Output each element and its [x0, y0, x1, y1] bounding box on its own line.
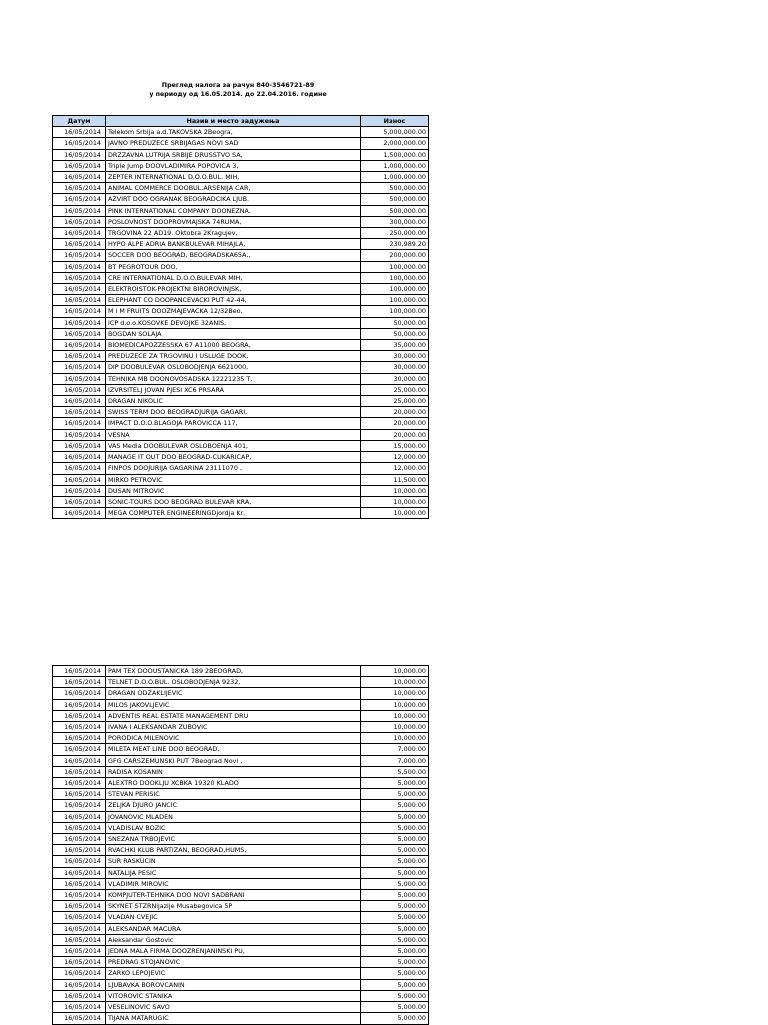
row-payee: Telekom Srbija a.d.TAKOVSKA 2Beogra, [106, 127, 361, 138]
row-amount: 500,000.00 [361, 205, 429, 216]
row-payee: TEHNIKA MB DOONOVOSADSKA 12221235 T, [106, 373, 361, 384]
row-payee: MILETA MEAT LINE DOO BEOGRAD, [106, 744, 361, 755]
table-row [53, 789, 429, 800]
row-amount: 5,000.00 [361, 1002, 429, 1013]
row-payee: RVACHKI KLUB PARTIZAN, BEOGRAD,HUMS, [106, 845, 361, 856]
table-row [53, 228, 429, 239]
row-date: 16/05/2014 [53, 373, 106, 384]
row-date: 16/05/2014 [53, 878, 106, 889]
transactions-table-page2 [52, 665, 429, 1025]
row-date: 16/05/2014 [53, 811, 106, 822]
row-date: 16/05/2014 [53, 149, 106, 160]
row-payee: FINPOS DOOJURIJA GAGARINA 23111070 , [106, 463, 361, 474]
table-row [53, 912, 429, 923]
row-date: 16/05/2014 [53, 194, 106, 205]
row-date: 16/05/2014 [53, 496, 106, 507]
table-row [53, 666, 429, 677]
row-amount: 10,000.00 [361, 677, 429, 688]
row-amount: 5,000.00 [361, 822, 429, 833]
table-header-row [53, 116, 429, 127]
row-payee: DRAGAN ODZAKLIJEVIC [106, 688, 361, 699]
table-row [53, 306, 429, 317]
table-row [53, 778, 429, 789]
row-payee: GFG CARSZEMUNSKI PUT 7Beograd Novi , [106, 755, 361, 766]
row-payee: VESNA [106, 429, 361, 440]
row-amount: 2,000,000.00 [361, 138, 429, 149]
row-date: 16/05/2014 [53, 272, 106, 283]
row-payee: SOCCER DOO BEOGRAD, BEOGRADSKA65A,, [106, 250, 361, 261]
row-amount: 30,000.00 [361, 362, 429, 373]
table-row [53, 272, 429, 283]
row-payee: Aleksandar Gostovic [106, 934, 361, 945]
row-payee: PAM TEX DOOUSTANICKA 189 2BEOGRAD, [106, 666, 361, 677]
row-date: 16/05/2014 [53, 250, 106, 261]
row-amount: 11,500.00 [361, 474, 429, 485]
row-payee: TRGOVINA 22 AD19. Oktobra 2Kragujev, [106, 228, 361, 239]
row-date: 16/05/2014 [53, 822, 106, 833]
row-payee: MANAGE IT OUT DOO BEOGRAD-CUKARICAP, [106, 452, 361, 463]
row-date: 16/05/2014 [53, 463, 106, 474]
row-date: 16/05/2014 [53, 407, 106, 418]
table-row [53, 957, 429, 968]
row-amount: 10,000.00 [361, 508, 429, 519]
row-payee: DUSAN MITROVIC [106, 485, 361, 496]
table-row [53, 990, 429, 1001]
row-payee: SUR RASKUCIN [106, 856, 361, 867]
row-date: 16/05/2014 [53, 160, 106, 171]
row-payee: MIRKO PETROVIC [106, 474, 361, 485]
row-amount: 100,000.00 [361, 284, 429, 295]
column-header-name: Назив и место задужења [106, 116, 361, 127]
table-row [53, 127, 429, 138]
row-amount: 100,000.00 [361, 272, 429, 283]
row-payee: DRZZAVNA LUTRIJA SRBIJE DRUSSTVO SA, [106, 149, 361, 160]
row-payee: PORODICA MILENOVIC [106, 733, 361, 744]
row-date: 16/05/2014 [53, 666, 106, 677]
row-payee: SONIC-TOURS DOO BEOGRAD BULEVAR KRA, [106, 496, 361, 507]
row-date: 16/05/2014 [53, 351, 106, 362]
row-amount: 10,000.00 [361, 485, 429, 496]
row-amount: 5,000.00 [361, 845, 429, 856]
row-amount: 5,000.00 [361, 979, 429, 990]
row-date: 16/05/2014 [53, 228, 106, 239]
row-payee: RADISA KOSANIN [106, 766, 361, 777]
row-payee: ZELJKA DJURO JANCIC [106, 800, 361, 811]
table-row [53, 295, 429, 306]
table-row [53, 979, 429, 990]
row-date: 16/05/2014 [53, 778, 106, 789]
row-amount: 100,000.00 [361, 261, 429, 272]
table-row [53, 362, 429, 373]
row-date: 16/05/2014 [53, 912, 106, 923]
table-row [53, 946, 429, 957]
row-date: 16/05/2014 [53, 396, 106, 407]
row-date: 16/05/2014 [53, 1002, 106, 1013]
row-payee: SKYNET STZRNijazije Musabegovica 5P [106, 901, 361, 912]
row-amount: 5,000.00 [361, 878, 429, 889]
row-date: 16/05/2014 [53, 744, 106, 755]
row-payee: HYPO ALPE ADRIA BANKBULEVAR MIHAJLA, [106, 239, 361, 250]
row-amount: 5,000.00 [361, 867, 429, 878]
row-payee: SNEZANA TRBOJEVIC [106, 834, 361, 845]
table-row [53, 239, 429, 250]
row-amount: 25,000.00 [361, 384, 429, 395]
row-date: 16/05/2014 [53, 384, 106, 395]
table-row [53, 216, 429, 227]
table-row [53, 160, 429, 171]
row-amount: 5,000.00 [361, 957, 429, 968]
row-date: 16/05/2014 [53, 429, 106, 440]
row-payee: JAVNO PREDUZECE SRBIJAGAS NOVI SAD [106, 138, 361, 149]
row-payee: IMPACT D.O.O.BLAGOJA PAROVICCA 117, [106, 418, 361, 429]
table-row [53, 845, 429, 856]
row-amount: 500,000.00 [361, 183, 429, 194]
row-amount: 1,000,000.00 [361, 160, 429, 171]
row-date: 16/05/2014 [53, 306, 106, 317]
table-row [53, 733, 429, 744]
row-amount: 5,000.00 [361, 834, 429, 845]
row-payee: ICP d.o.o.KOSOVKE DEVOJKE 32ANIS, [106, 317, 361, 328]
row-amount: 15,000.00 [361, 440, 429, 451]
row-date: 16/05/2014 [53, 946, 106, 957]
column-header-amount: Износ [361, 116, 429, 127]
table-row [53, 452, 429, 463]
row-payee: KOMPJUTER-TEHNIKA DOO NOVI SADBRANI [106, 890, 361, 901]
row-payee: TELNET D.O.O.BUL. OSLOBODJENJA 9232, [106, 677, 361, 688]
table-row [53, 205, 429, 216]
table-row [53, 474, 429, 485]
table-row [53, 172, 429, 183]
row-amount: 5,500.00 [361, 766, 429, 777]
table-row [53, 396, 429, 407]
row-payee: VESELINOVIC SAVO [106, 1002, 361, 1013]
row-amount: 5,000.00 [361, 890, 429, 901]
row-payee: ZEPTER INTERNATIONAL D.O.O.BUL. MIH, [106, 172, 361, 183]
row-payee: VITOROVIC STANIKA [106, 990, 361, 1001]
row-payee: M i M FRUITS DOOZMAJEVACKA 12/32Beo, [106, 306, 361, 317]
table-row [53, 800, 429, 811]
table-row [53, 867, 429, 878]
table-row [53, 373, 429, 384]
row-amount: 5,000,000.00 [361, 127, 429, 138]
row-payee: ELEKTROISTOK-PROJEKTNI BIROROVINJSK, [106, 284, 361, 295]
row-payee: TIJANA MATARUGIC [106, 1013, 361, 1024]
table-row [53, 138, 429, 149]
table-row [53, 878, 429, 889]
row-payee: NATALIJA PESIC [106, 867, 361, 878]
row-payee: MEGA COMPUTER ENGINEERINGDjordja Kr, [106, 508, 361, 519]
row-date: 16/05/2014 [53, 923, 106, 934]
table-row [53, 856, 429, 867]
row-date: 16/05/2014 [53, 710, 106, 721]
row-payee: DRAGAN NIKOLIC [106, 396, 361, 407]
row-date: 16/05/2014 [53, 474, 106, 485]
table-row [53, 1013, 429, 1024]
row-payee: BIOMEDICAPOZZESSKA 67 A11000 BEOGRA, [106, 340, 361, 351]
table-row [53, 766, 429, 777]
row-date: 16/05/2014 [53, 1013, 106, 1024]
row-amount: 12,000.00 [361, 452, 429, 463]
row-amount: 20,000.00 [361, 407, 429, 418]
row-date: 16/05/2014 [53, 901, 106, 912]
row-amount: 20,000.00 [361, 429, 429, 440]
row-payee: IZVRSITELJ JOVAN PJESI XC6 PRSARA [106, 384, 361, 395]
table-row [53, 194, 429, 205]
row-amount: 5,000.00 [361, 1013, 429, 1024]
row-amount: 25,000.00 [361, 396, 429, 407]
row-amount: 200,000.00 [361, 250, 429, 261]
row-amount: 230,989.20 [361, 239, 429, 250]
row-amount: 1,000,000.00 [361, 172, 429, 183]
row-amount: 5,000.00 [361, 800, 429, 811]
table-row [53, 923, 429, 934]
row-date: 16/05/2014 [53, 340, 106, 351]
row-amount: 100,000.00 [361, 295, 429, 306]
row-date: 16/05/2014 [53, 508, 106, 519]
row-date: 16/05/2014 [53, 328, 106, 339]
row-date: 16/05/2014 [53, 183, 106, 194]
table-row [53, 418, 429, 429]
row-payee: MILOS JAKOVLJEVIC [106, 699, 361, 710]
row-amount: 50,000.00 [361, 317, 429, 328]
row-date: 16/05/2014 [53, 957, 106, 968]
row-date: 16/05/2014 [53, 172, 106, 183]
row-amount: 5,000.00 [361, 912, 429, 923]
row-date: 16/05/2014 [53, 890, 106, 901]
table-row [53, 183, 429, 194]
row-date: 16/05/2014 [53, 789, 106, 800]
table-row [53, 485, 429, 496]
row-date: 16/05/2014 [53, 677, 106, 688]
table-row [53, 1002, 429, 1013]
row-date: 16/05/2014 [53, 934, 106, 945]
row-payee: ANIMAL COMMERCE DOOBUL.ARSENIJA CAR, [106, 183, 361, 194]
table-row [53, 722, 429, 733]
row-amount: 5,000.00 [361, 789, 429, 800]
row-amount: 30,000.00 [361, 373, 429, 384]
row-date: 16/05/2014 [53, 856, 106, 867]
row-date: 16/05/2014 [53, 452, 106, 463]
row-amount: 5,000.00 [361, 946, 429, 957]
row-payee: ALEXTRO DOOKLJU XCBKA 19320 KLADO [106, 778, 361, 789]
row-amount: 250,000.00 [361, 228, 429, 239]
row-date: 16/05/2014 [53, 800, 106, 811]
row-payee: AZVIRT DOO OGRANAK BEOGRADCIKA LJUB. [106, 194, 361, 205]
row-date: 16/05/2014 [53, 295, 106, 306]
table-row [53, 384, 429, 395]
row-date: 16/05/2014 [53, 755, 106, 766]
table-row [53, 834, 429, 845]
row-date: 16/05/2014 [53, 733, 106, 744]
row-date: 16/05/2014 [53, 979, 106, 990]
table-row [53, 890, 429, 901]
row-amount: 300,000.00 [361, 216, 429, 227]
row-date: 16/05/2014 [53, 261, 106, 272]
row-amount: 1,500,000.00 [361, 149, 429, 160]
row-amount: 10,000.00 [361, 710, 429, 721]
row-payee: SWISS TERM DOO BEOGRADJURIJA GAGARI, [106, 407, 361, 418]
row-amount: 10,000.00 [361, 699, 429, 710]
row-payee: Triple Jump DOOVLADIMIRA POPOVICA 3, [106, 160, 361, 171]
table-row [53, 710, 429, 721]
row-date: 16/05/2014 [53, 699, 106, 710]
row-payee: VLADISLAV BOZIC [106, 822, 361, 833]
table-row [53, 429, 429, 440]
row-amount: 12,000.00 [361, 463, 429, 474]
row-payee: VLADAN CVEJIC [106, 912, 361, 923]
table-row [53, 744, 429, 755]
row-payee: STEVAN PERISIC [106, 789, 361, 800]
row-amount: 5,000.00 [361, 901, 429, 912]
row-date: 16/05/2014 [53, 722, 106, 733]
row-payee: POSLOVNOST DOOPROVMAJSKA 74RUMA, [106, 216, 361, 227]
row-payee: BT PEGROTOUR DOO, [106, 261, 361, 272]
row-payee: CRE INTERNATIONAL D.O.O.BULEVAR MIH, [106, 272, 361, 283]
table-row [53, 149, 429, 160]
row-payee: PREDRAG STOJANOVIC [106, 957, 361, 968]
row-amount: 7,000.00 [361, 755, 429, 766]
row-date: 16/05/2014 [53, 485, 106, 496]
row-date: 16/05/2014 [53, 418, 106, 429]
row-amount: 5,000.00 [361, 968, 429, 979]
row-amount: 500,000.00 [361, 194, 429, 205]
table-row [53, 508, 429, 519]
row-amount: 10,000.00 [361, 496, 429, 507]
row-payee: BOGDAN SOLAJA [106, 328, 361, 339]
row-date: 16/05/2014 [53, 867, 106, 878]
row-payee: VLADIMIR MIROVIC [106, 878, 361, 889]
row-date: 16/05/2014 [53, 766, 106, 777]
table-row [53, 699, 429, 710]
row-amount: 5,000.00 [361, 811, 429, 822]
row-date: 16/05/2014 [53, 845, 106, 856]
row-payee: ALEKSANDAR MACURA [106, 923, 361, 934]
row-amount: 10,000.00 [361, 666, 429, 677]
row-payee: PREDUZECE ZA TRGOVINU I USLUGE DOOK, [106, 351, 361, 362]
row-date: 16/05/2014 [53, 968, 106, 979]
row-payee: PINK INTERNATIONAL COMPANY DOONEZNA, [106, 205, 361, 216]
column-header-date: Датум [53, 116, 106, 127]
row-amount: 10,000.00 [361, 722, 429, 733]
row-date: 16/05/2014 [53, 362, 106, 373]
row-payee: JEDNA MALA FIRMA DOOZRENJANINSKI PU, [106, 946, 361, 957]
table-row [53, 688, 429, 699]
table-row [53, 901, 429, 912]
row-payee: DIP DOOBULEVAR OSLOBODJENJA 6621000, [106, 362, 361, 373]
table-row [53, 407, 429, 418]
row-payee: JOVANOVIC MLADEN [106, 811, 361, 822]
row-payee: LJUBAVKA BOROVCANIN [106, 979, 361, 990]
table-row [53, 250, 429, 261]
row-amount: 5,000.00 [361, 778, 429, 789]
table-row [53, 328, 429, 339]
table-row [53, 677, 429, 688]
transactions-table-page1 [52, 115, 429, 519]
row-date: 16/05/2014 [53, 990, 106, 1001]
row-payee: ELEPHANT CO DOOPANCEVACKI PUT 42-44, [106, 295, 361, 306]
row-date: 16/05/2014 [53, 239, 106, 250]
row-amount: 10,000.00 [361, 688, 429, 699]
row-date: 16/05/2014 [53, 834, 106, 845]
row-payee: IVANA I ALEKSANDAR ZUBOVIC [106, 722, 361, 733]
row-date: 16/05/2014 [53, 127, 106, 138]
table-row [53, 351, 429, 362]
table-row [53, 755, 429, 766]
table-row [53, 811, 429, 822]
row-amount: 50,000.00 [361, 328, 429, 339]
table-row [53, 284, 429, 295]
row-amount: 5,000.00 [361, 856, 429, 867]
table-row [53, 463, 429, 474]
row-amount: 30,000.00 [361, 351, 429, 362]
row-amount: 5,000.00 [361, 923, 429, 934]
row-date: 16/05/2014 [53, 688, 106, 699]
report-period: у периоду од 16.05.2014. до 22.04.2016. године [149, 91, 327, 98]
table-row [53, 317, 429, 328]
table-row [53, 822, 429, 833]
report-title: Преглед налога за рачун 840-3546721-89 [161, 82, 315, 89]
row-amount: 7,000.00 [361, 744, 429, 755]
table-row [53, 261, 429, 272]
row-date: 16/05/2014 [53, 138, 106, 149]
row-payee: ADVENTIS REAL ESTATE MANAGEMENT DRU [106, 710, 361, 721]
row-date: 16/05/2014 [53, 205, 106, 216]
table-row [53, 968, 429, 979]
row-payee: ZARKO LEPOJEVIC [106, 968, 361, 979]
row-amount: 35,000.00 [361, 340, 429, 351]
row-date: 16/05/2014 [53, 440, 106, 451]
row-amount: 20,000.00 [361, 418, 429, 429]
table-row [53, 440, 429, 451]
row-date: 16/05/2014 [53, 216, 106, 227]
row-date: 16/05/2014 [53, 284, 106, 295]
row-date: 16/05/2014 [53, 317, 106, 328]
row-amount: 100,000.00 [361, 306, 429, 317]
row-amount: 5,000.00 [361, 990, 429, 1001]
row-payee: VAS Media DOOBULEVAR OSLOBOENJA 401, [106, 440, 361, 451]
row-amount: 5,000.00 [361, 934, 429, 945]
table-row [53, 496, 429, 507]
table-row [53, 934, 429, 945]
table-row [53, 340, 429, 351]
row-amount: 10,000.00 [361, 733, 429, 744]
